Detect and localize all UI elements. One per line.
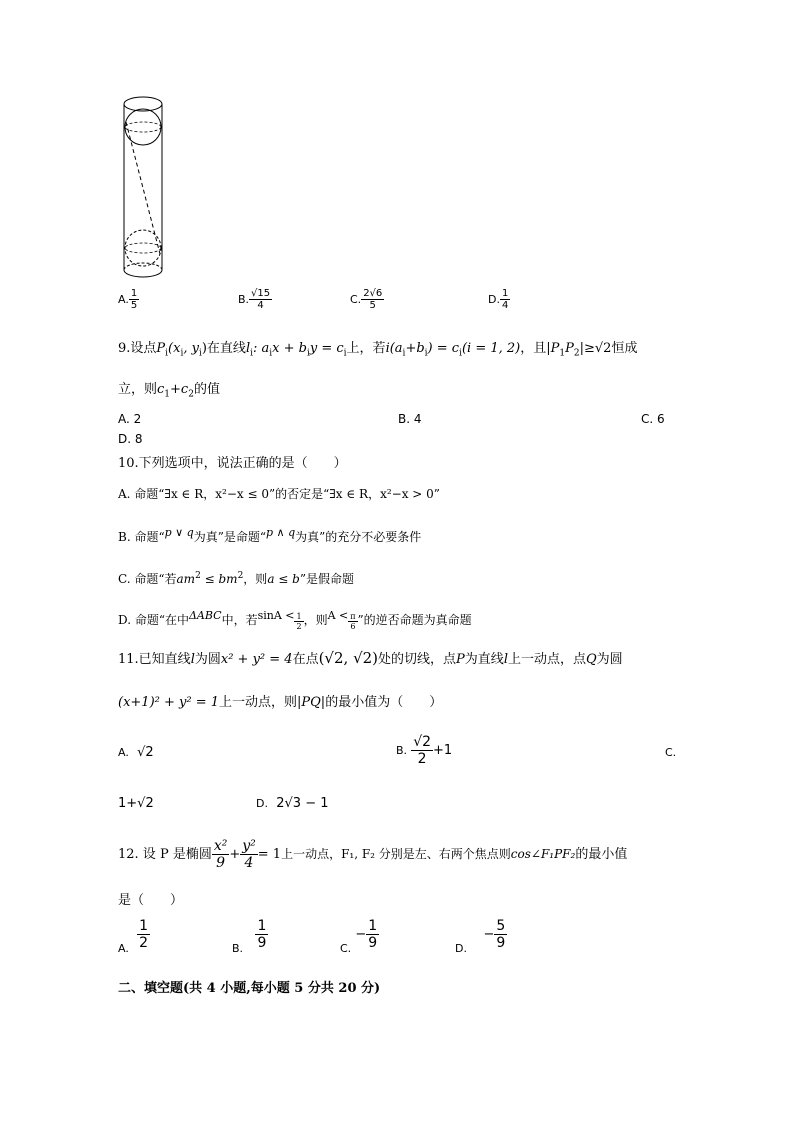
q9-option-c[interactable]: C. 6 bbox=[641, 412, 665, 426]
q9-option-a[interactable]: A. 2 bbox=[118, 412, 142, 426]
q9-option-b[interactable]: B. 4 bbox=[398, 412, 422, 426]
q11-option-d[interactable]: D. 2√3 − 1 bbox=[256, 796, 329, 811]
q12-stem: 12. 设 P 是椭圆 $\frac{\text{x²}}{9}$ + $\frac{\text{y²}}{4}$ = 1上一动点，F₁, F₂ 分别是左、右两个焦点则cos∠F₁PF₂的最小值 bbox=[118, 838, 628, 871]
q11-stem: 11.已知直线l为圆x² + y² = 4在点(√2, √2)处的切线，点P为直线l上一动点，点Q为圆 bbox=[118, 649, 623, 667]
q11-option-a[interactable]: A. √2 bbox=[118, 745, 154, 760]
q12-stem-line2: 是（ ） bbox=[118, 893, 184, 908]
q11-option-c[interactable]: C. bbox=[665, 746, 677, 759]
cylinder-figure bbox=[112, 92, 174, 284]
q11-stem-line2: (x+1)² + y² = 1上一动点，则|PQ|的最小值为（ ） bbox=[118, 695, 443, 710]
section-heading: 二、填空题(共 4 小题,每小题 5 分共 20 分) bbox=[118, 981, 381, 996]
q11-option-b[interactable]: B. $\frac{√2}{2}$ +1 bbox=[396, 734, 453, 767]
q12-option-a[interactable]: $_{A.}$ $\frac{1}{2}$ bbox=[118, 918, 149, 955]
q11-option-c-value: 1+√2 bbox=[118, 796, 154, 811]
q10-option-d[interactable]: D. 命题“在中ΔABC中，若sinA < $\frac{1}{2}$ ，则A < $\frac{\pi}{6}$ ”的逆否命题为真命题 bbox=[118, 609, 472, 631]
q9-stem: 9.设点$P_i(x_i$, $y_i$)在直线$l_i$: $a_ix + b_iy = c_i$上，若$i(a_i+b_i) = c_i(i = 1$, 2)，且$|P_1P_2|\ge√2$恒成 bbox=[118, 341, 638, 359]
q9-stem-line2: 立，则$c_1+c_2$的值 bbox=[118, 382, 220, 400]
q10-stem: 10.下列选项中，说法正确的是（ ） bbox=[118, 456, 347, 471]
q12-option-c[interactable]: $_{C.}$ − $\frac{1}{9}$ bbox=[340, 918, 378, 955]
q8-option-a[interactable]: A. $\frac{1}{5}$ bbox=[118, 288, 138, 311]
q9-option-d[interactable]: D. 8 bbox=[118, 432, 143, 446]
q10-option-a[interactable]: A. 命题“∃x ∈ R，x²−x ≤ 0”的否定是“∃x ∈ R，x²−x > 0” bbox=[118, 487, 440, 501]
q10-option-b[interactable]: B. 命题“p ∨ q为真”是命题“p ∧ q为真”的充分不必要条件 bbox=[118, 526, 422, 544]
q8-option-d[interactable]: D. $\frac{1}{4}$ bbox=[488, 288, 509, 311]
q10-option-c[interactable]: C. 命题“若$am^2 \le bm^2$，则a ≤ b”是假命题 bbox=[118, 571, 354, 586]
q12-option-d[interactable]: $_{D.}$ − $\frac{5}{9}$ bbox=[455, 918, 506, 955]
q8-option-b[interactable]: B. $\frac{√15}{4}$ bbox=[238, 288, 271, 311]
q12-option-b[interactable]: $_{B.}$ $\frac{1}{9}$ bbox=[232, 918, 267, 955]
q8-option-c[interactable]: C. $\frac{2√6}{5}$ bbox=[350, 288, 383, 311]
